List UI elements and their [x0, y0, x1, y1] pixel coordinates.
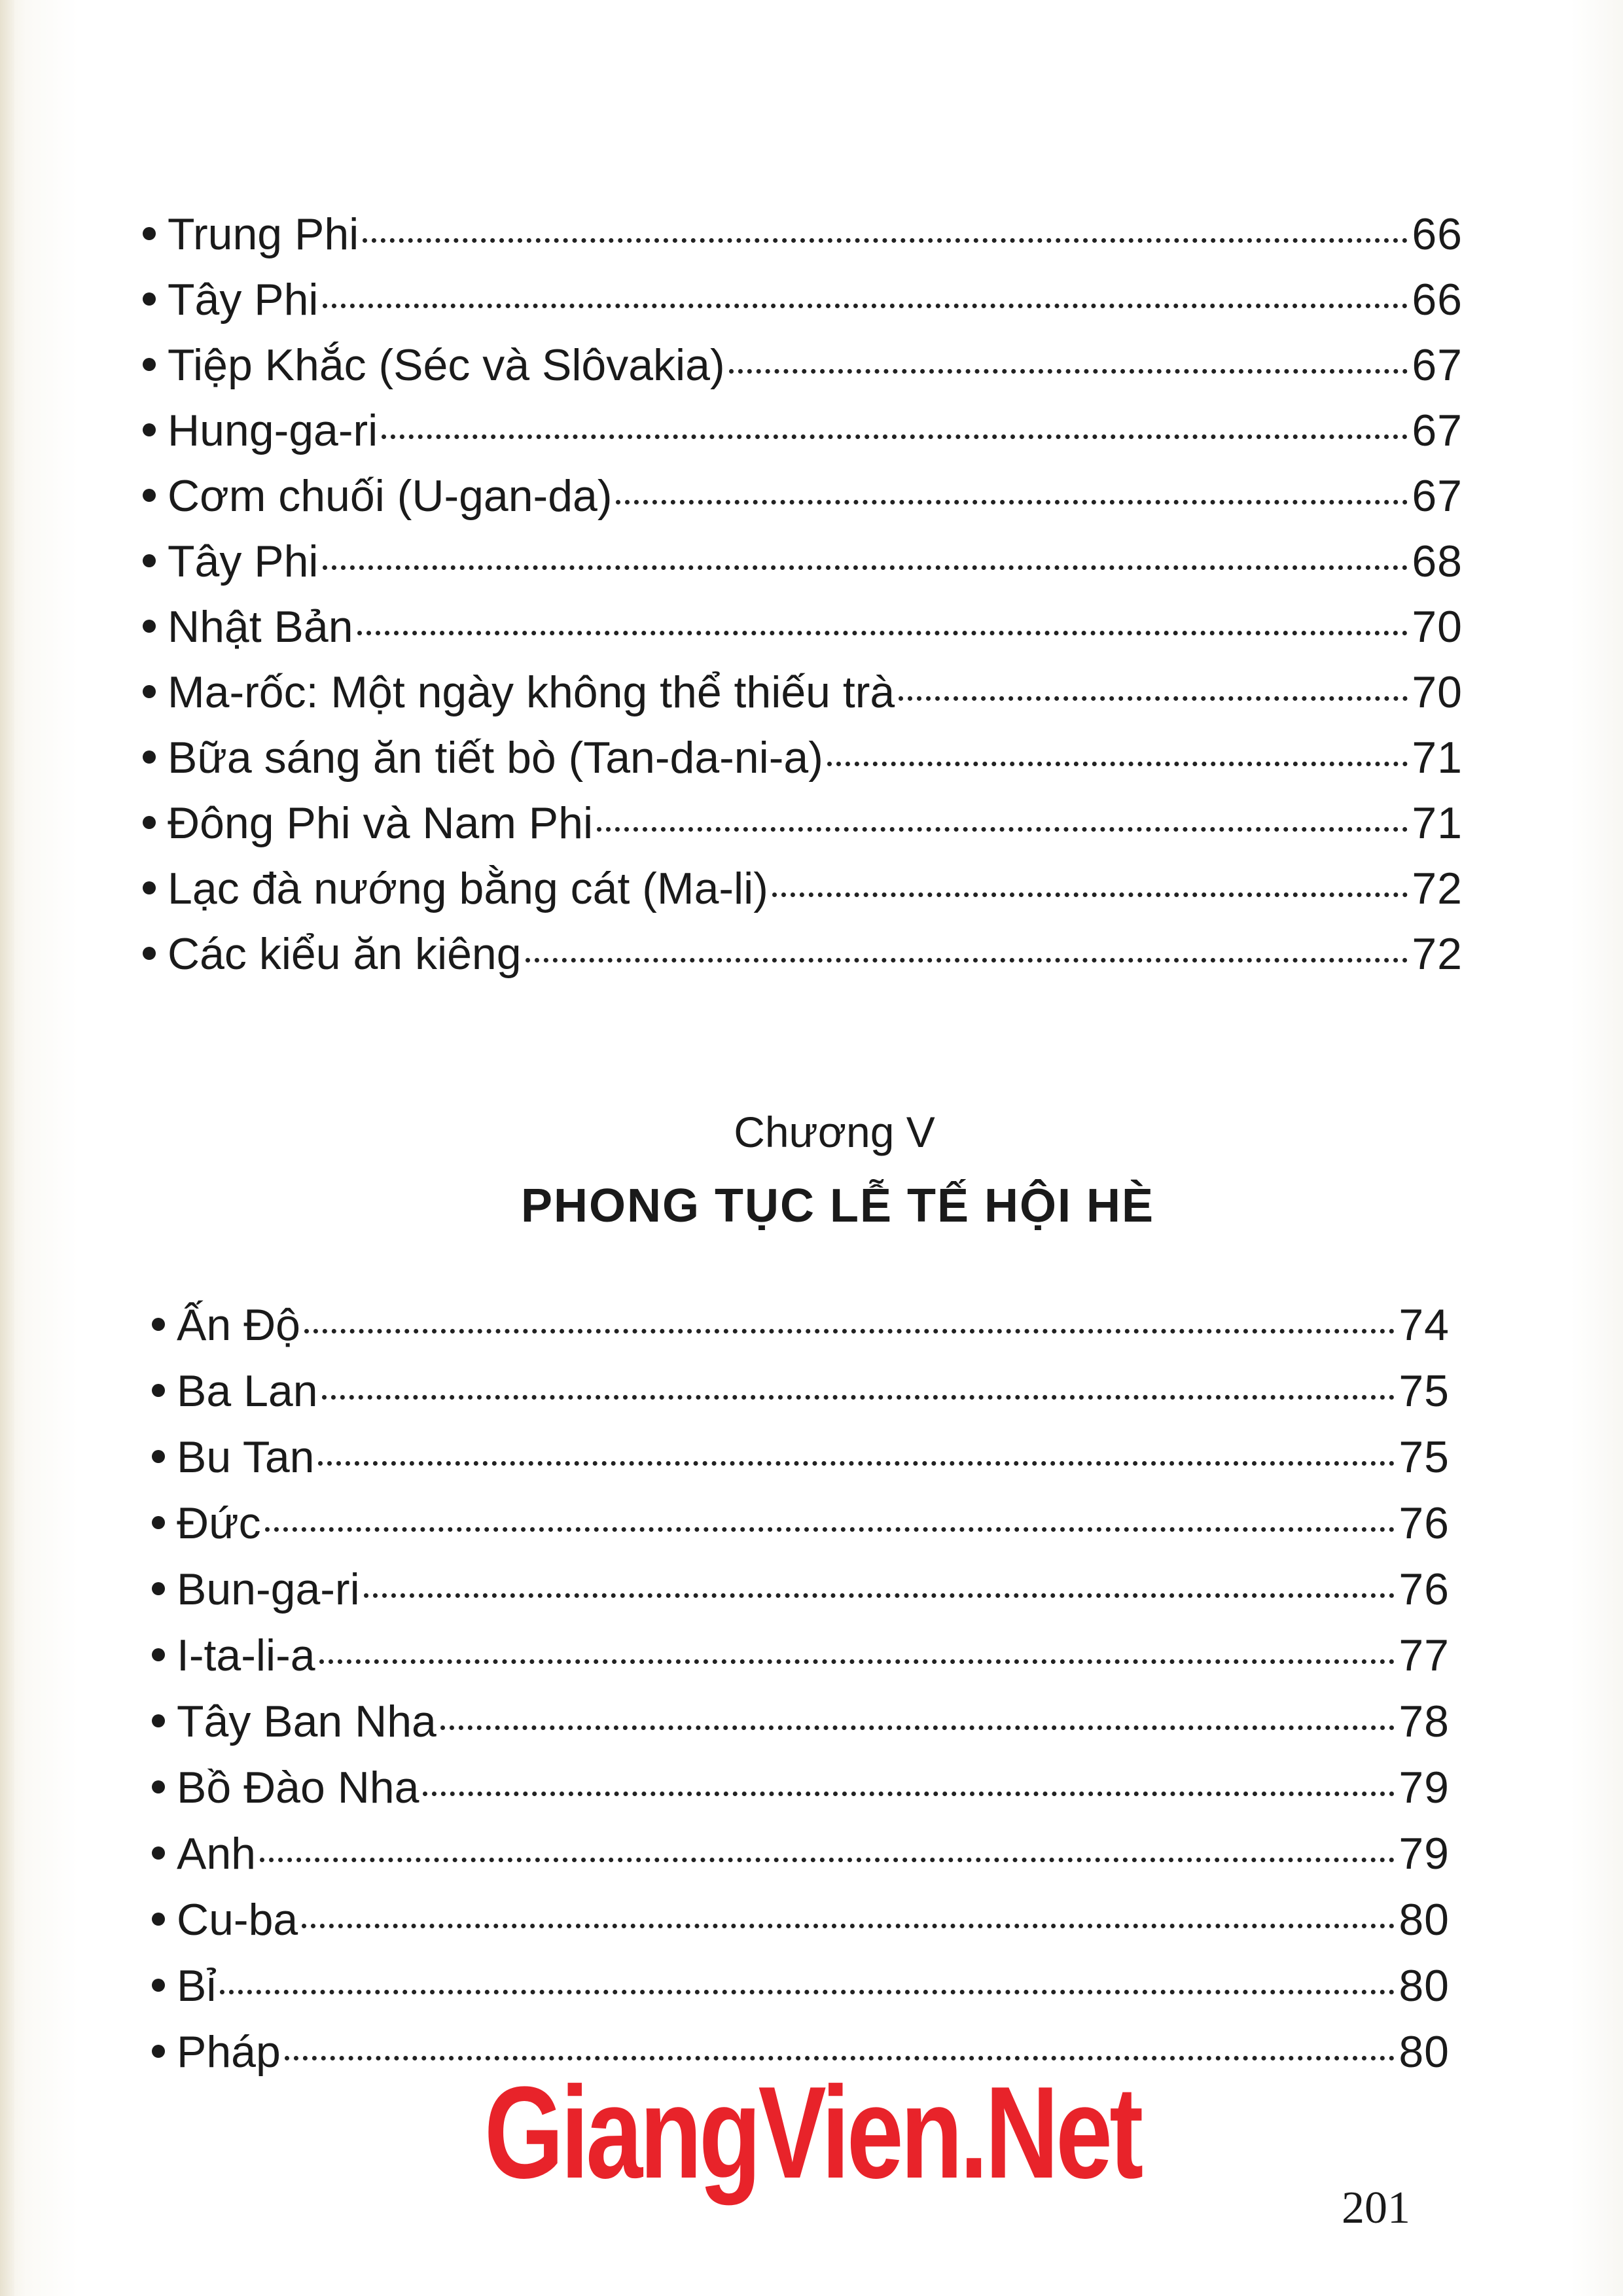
toc-entry: [152, 1629, 1450, 1682]
toc-entry-page: 78: [1399, 1697, 1450, 1746]
dot-leader: [363, 238, 1408, 243]
bullet-icon: [152, 1318, 165, 1331]
toc-entry: [152, 1828, 1450, 1880]
chapter-label: Chương V: [734, 1108, 935, 1156]
bullet-icon: [152, 1648, 165, 1661]
bullet-icon: [143, 751, 156, 764]
toc-entry-page: 80: [1399, 2027, 1450, 2077]
dot-leader: [220, 1990, 1395, 1994]
toc-entry: [152, 1960, 1450, 2012]
dot-leader: [423, 1792, 1395, 1796]
toc-entry-page: 71: [1412, 798, 1463, 848]
dot-leader: [304, 1329, 1395, 1333]
toc-entry-page: 80: [1399, 1895, 1450, 1945]
toc-entry: [152, 1299, 1450, 1351]
toc-entry-title: Bữa sáng ăn tiết bò (Tan-da-ni-a): [168, 733, 823, 783]
toc-entry-title: Cu-ba: [177, 1895, 298, 1945]
bullet-icon: [152, 2045, 165, 2058]
toc-entry-title: Pháp: [177, 2027, 281, 2077]
toc-entry-title: Ma-rốc: Một ngày không thể thiếu trà: [168, 667, 895, 717]
bullet-icon: [143, 358, 156, 371]
dot-leader: [265, 1527, 1395, 1532]
toc-entry: [152, 1894, 1450, 1946]
toc-entry: [143, 208, 1463, 260]
chapter-title: PHONG TỤC LỄ TẾ HỘI HÈ: [520, 1180, 1155, 1232]
toc-entry-title: Ấn Độ: [177, 1300, 300, 1350]
toc-entry-title: Đức: [177, 1498, 261, 1548]
bullet-icon: [152, 1384, 165, 1397]
toc-entry-page: 70: [1412, 602, 1463, 652]
toc-entry-title: Ba Lan: [177, 1366, 318, 1416]
bullet-icon: [143, 816, 156, 829]
watermark-logo: GiangVien.Net: [484, 2060, 1141, 2206]
toc-entry: [143, 404, 1463, 457]
page-number: 201: [1342, 2183, 1410, 2233]
dot-leader: [319, 1659, 1395, 1664]
toc-entry-title: Bu Tan: [177, 1432, 315, 1482]
toc-entry-page: 79: [1399, 1763, 1450, 1812]
toc-entry: [143, 535, 1463, 588]
bullet-icon: [143, 947, 156, 960]
toc-entry-page: 76: [1399, 1564, 1450, 1614]
toc-entry-page: 68: [1412, 537, 1463, 586]
bullet-icon: [152, 1780, 165, 1793]
dot-leader: [318, 1461, 1395, 1466]
dot-leader: [597, 827, 1408, 832]
toc-entry: [152, 1695, 1450, 1748]
toc-entry-page: 67: [1412, 340, 1463, 390]
toc-entry-title: Tây Phi: [168, 537, 319, 586]
toc-entry-title: Bun-ga-ri: [177, 1564, 360, 1614]
toc-entry-page: 66: [1412, 275, 1463, 325]
bullet-icon: [152, 1913, 165, 1926]
bullet-icon: [152, 1450, 165, 1463]
dot-leader: [827, 762, 1408, 766]
toc-entry-page: 70: [1412, 667, 1463, 717]
toc-entry-title: Các kiểu ăn kiêng: [168, 929, 522, 979]
toc-entry-page: 77: [1399, 1631, 1450, 1680]
bullet-icon: [152, 1979, 165, 1992]
toc-entry: [143, 470, 1463, 522]
dot-leader: [323, 304, 1408, 308]
toc-entry-title: Tây Phi: [168, 275, 319, 325]
toc-entry-title: I-ta-li-a: [177, 1631, 315, 1680]
toc-entry-page: 66: [1412, 209, 1463, 259]
toc-entry-page: 79: [1399, 1829, 1450, 1879]
dot-leader: [382, 434, 1408, 439]
toc-entry-title: Cơm chuối (U-gan-da): [168, 471, 613, 521]
toc-entry: [152, 1497, 1450, 1549]
toc-entry-title: Tiệp Khắc (Séc và Slôvakia): [168, 340, 725, 390]
toc-entry: [152, 1365, 1450, 1417]
toc-entry: [143, 666, 1463, 718]
dot-leader: [729, 369, 1408, 374]
toc-entry-page: 74: [1399, 1300, 1450, 1350]
toc-entry-page: 72: [1412, 864, 1463, 913]
bullet-icon: [143, 620, 156, 633]
toc-entry-title: Nhật Bản: [168, 602, 353, 652]
dot-leader: [440, 1725, 1395, 1730]
toc-entry-page: 75: [1399, 1366, 1450, 1416]
toc-entry-title: Anh: [177, 1829, 256, 1879]
dot-leader: [772, 892, 1408, 897]
toc-entry-page: 67: [1412, 406, 1463, 455]
dot-leader: [322, 1395, 1395, 1400]
toc-entry-title: Hung-ga-ri: [168, 406, 378, 455]
toc-entry-page: 72: [1412, 929, 1463, 979]
dot-leader: [526, 958, 1408, 963]
bullet-icon: [143, 292, 156, 306]
toc-entry-title: Lạc đà nướng bằng cát (Ma-li): [168, 864, 768, 913]
bullet-icon: [143, 489, 156, 502]
toc-entry: [143, 732, 1463, 784]
bullet-icon: [152, 1714, 165, 1727]
toc-entry-page: 71: [1412, 733, 1463, 783]
toc-entry: [143, 862, 1463, 915]
toc-entry-page: 67: [1412, 471, 1463, 521]
dot-leader: [899, 696, 1408, 701]
toc-entry: [143, 339, 1463, 391]
toc-entry-title: Trung Phi: [168, 209, 359, 259]
toc-entry-page: 80: [1399, 1961, 1450, 2011]
toc-entry: [152, 1431, 1450, 1483]
toc-entry: [143, 797, 1463, 849]
toc-entry: [143, 601, 1463, 653]
bullet-icon: [143, 554, 156, 567]
toc-entry-title: Bồ Đào Nha: [177, 1763, 419, 1812]
dot-leader: [302, 1924, 1395, 1928]
bullet-icon: [143, 423, 156, 436]
bullet-icon: [152, 1516, 165, 1529]
toc-entry: [152, 1563, 1450, 1616]
toc-entry-title: Tây Ban Nha: [177, 1697, 437, 1746]
bullet-icon: [152, 1846, 165, 1860]
toc-entry-page: 75: [1399, 1432, 1450, 1482]
bullet-icon: [152, 1582, 165, 1595]
bullet-icon: [143, 685, 156, 698]
toc-entry: [143, 274, 1463, 326]
dot-leader: [616, 500, 1408, 504]
toc-entry: [143, 928, 1463, 980]
toc-entry-title: Đông Phi và Nam Phi: [168, 798, 594, 848]
bullet-icon: [143, 227, 156, 240]
dot-leader: [357, 631, 1408, 635]
dot-leader: [364, 1593, 1395, 1598]
dot-leader: [323, 565, 1408, 570]
bullet-icon: [143, 881, 156, 894]
dot-leader: [260, 1858, 1395, 1862]
toc-entry-page: 76: [1399, 1498, 1450, 1548]
toc-entry-title: Bỉ: [177, 1961, 217, 2011]
toc-entry: [152, 1761, 1450, 1814]
